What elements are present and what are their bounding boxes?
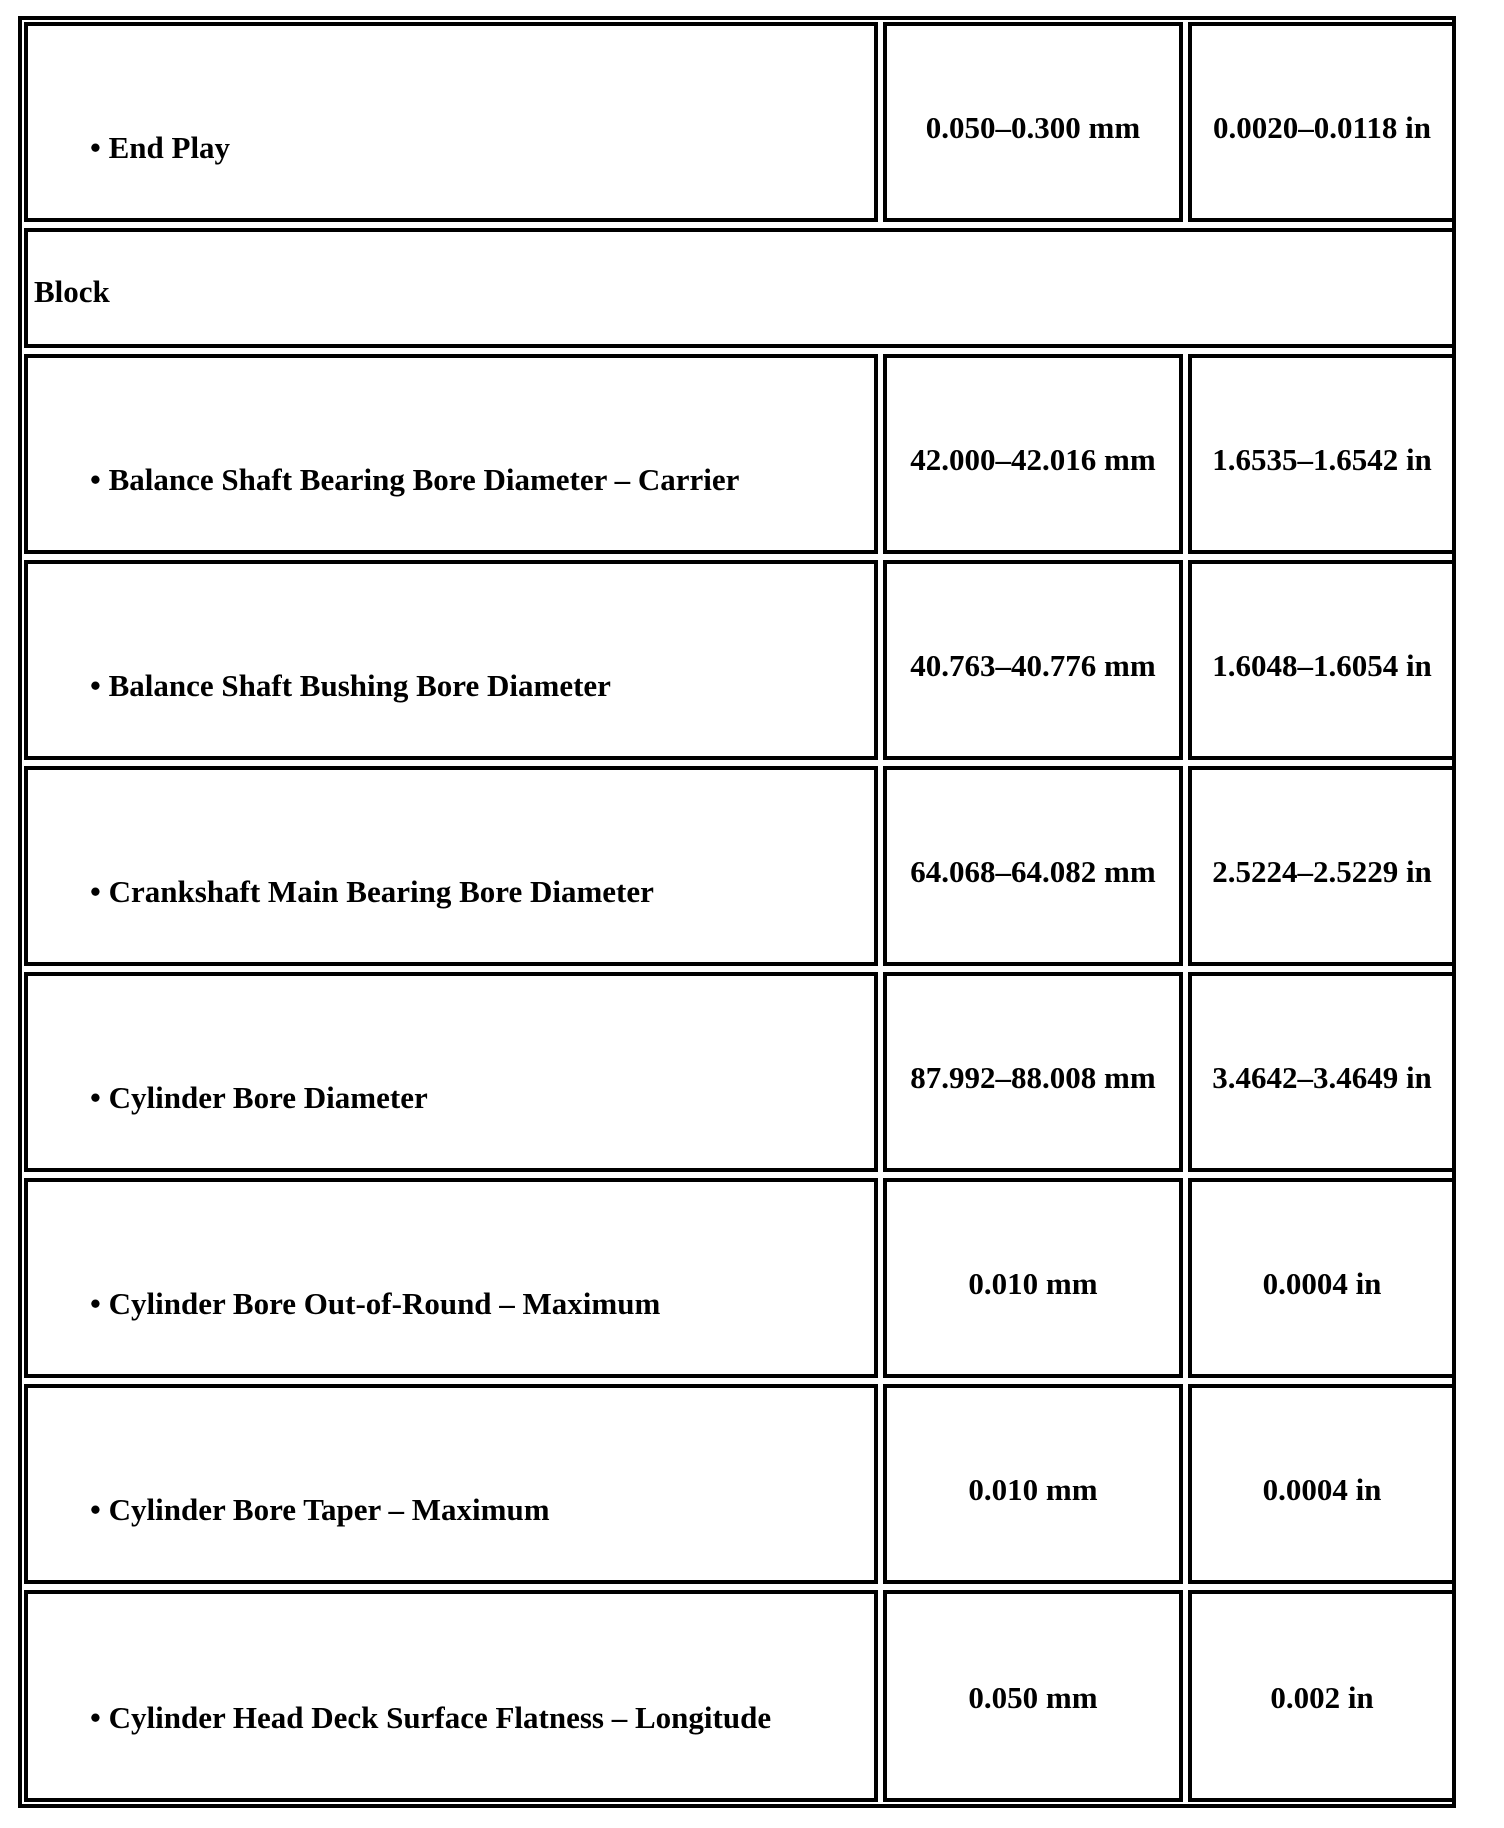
metric-value-cell — [883, 1178, 1183, 1378]
section-header-cell — [24, 228, 1456, 348]
spec-label-cell — [24, 560, 878, 760]
metric-value: 0.010 mm — [968, 1472, 1098, 1507]
metric-value-cell — [883, 1590, 1183, 1802]
table-row — [24, 766, 1456, 966]
spec-label: • Balance Shaft Bushing Bore Diameter — [90, 668, 611, 703]
spec-label: • End Play — [90, 130, 231, 165]
imperial-value-cell — [1188, 354, 1456, 554]
imperial-value-cell — [1188, 766, 1456, 966]
metric-value-cell — [883, 22, 1183, 222]
metric-value: 0.050 mm — [968, 1680, 1098, 1715]
table-row — [24, 972, 1456, 1172]
metric-value-cell — [883, 560, 1183, 760]
imperial-value: 1.6535–1.6542 in — [1212, 442, 1432, 477]
section-title: Block — [34, 274, 110, 309]
imperial-value: 3.4642–3.4649 in — [1212, 1060, 1432, 1095]
metric-value-cell — [883, 766, 1183, 966]
imperial-value-cell — [1188, 972, 1456, 1172]
table-row — [24, 560, 1456, 760]
spec-label-cell — [24, 1178, 878, 1378]
table-row — [24, 1384, 1456, 1584]
imperial-value: 0.002 in — [1270, 1680, 1374, 1715]
imperial-value-cell — [1188, 22, 1456, 222]
spec-label-cell — [24, 22, 878, 222]
spec-label-cell — [24, 1384, 878, 1584]
imperial-value: 0.0004 in — [1262, 1472, 1382, 1507]
spec-label: • Balance Shaft Bearing Bore Diameter – Carrier — [90, 462, 740, 497]
imperial-value: 2.5224–2.5229 in — [1212, 854, 1432, 889]
imperial-value-cell — [1188, 560, 1456, 760]
metric-value-cell — [883, 354, 1183, 554]
metric-value: 40.763–40.776 mm — [910, 648, 1156, 683]
table-row — [24, 22, 1456, 222]
imperial-value: 0.0004 in — [1262, 1266, 1382, 1301]
spec-label-cell — [24, 766, 878, 966]
metric-value: 64.068–64.082 mm — [910, 854, 1156, 889]
spec-label: • Cylinder Head Deck Surface Flatness – Longitude — [90, 1700, 772, 1735]
metric-value-cell — [883, 972, 1183, 1172]
imperial-value-cell — [1188, 1590, 1456, 1802]
table-row — [24, 354, 1456, 554]
section-row — [24, 228, 1456, 348]
metric-value: 87.992–88.008 mm — [910, 1060, 1156, 1095]
spec-label-cell — [24, 972, 878, 1172]
imperial-value: 0.0020–0.0118 in — [1213, 110, 1431, 145]
spec-label: • Cylinder Bore Taper – Maximum — [90, 1492, 550, 1527]
spec-label: • Cylinder Bore Out-of-Round – Maximum — [90, 1286, 661, 1321]
metric-value-cell — [883, 1384, 1183, 1584]
table-row — [24, 1178, 1456, 1378]
imperial-value: 1.6048–1.6054 in — [1212, 648, 1432, 683]
imperial-value-cell — [1188, 1178, 1456, 1378]
spec-label: • Crankshaft Main Bearing Bore Diameter — [90, 874, 654, 909]
spec-label-cell — [24, 1590, 878, 1802]
table-row — [24, 1590, 1456, 1802]
metric-value: 0.010 mm — [968, 1266, 1098, 1301]
metric-value: 42.000–42.016 mm — [910, 442, 1156, 477]
spec-label: • Cylinder Bore Diameter — [90, 1080, 428, 1115]
spec-label-cell — [24, 354, 878, 554]
imperial-value-cell — [1188, 1384, 1456, 1584]
metric-value: 0.050–0.300 mm — [925, 110, 1141, 145]
